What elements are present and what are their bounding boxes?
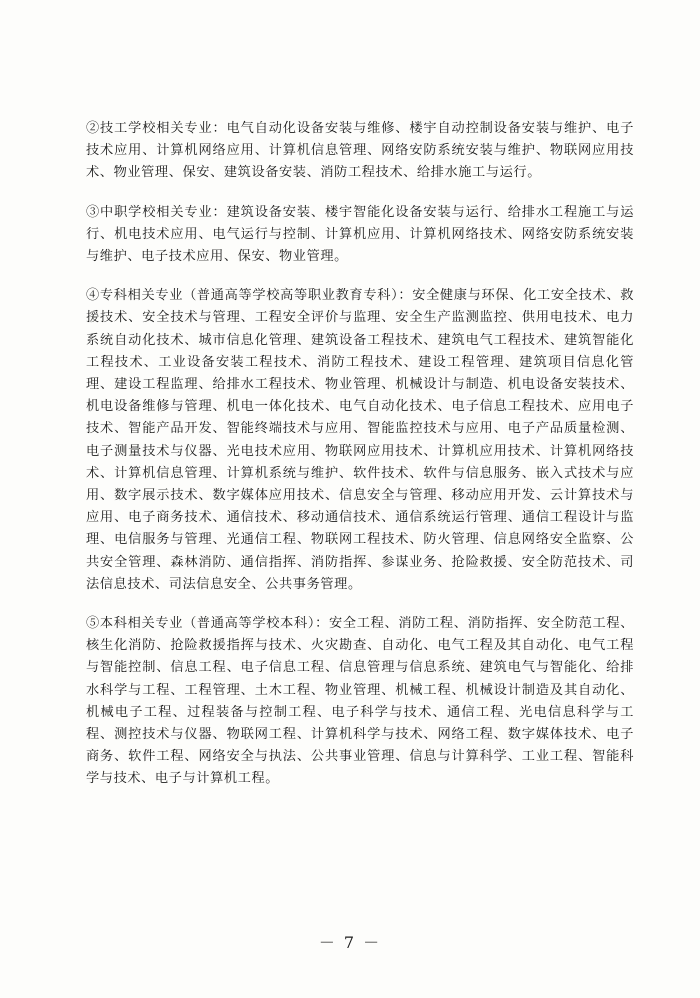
paragraph-junior-college-majors: ④专科相关专业（普通高等学校高等职业教育专科）：安全健康与环保、化工安全技术、救援技术、安全技术与管理、工程安全评价与监理、安全生产监测监控、供用电技术、电力系统自动化技术、城市信息化管理、建筑设备工程技术、建筑电气工程技术、建筑智能化工程技术、工业设备安装工程技术、消防工程技术、建设工程管理、建筑项目信息化管理、建设工程监理、给排水工程技术、物业管理、机械设计与制造、机电设备安装技术、机电设备维修与管理、机电一体化技术、电气自动化技术、电子信息工程技术、应用电子技术、智能产品开发、智能终端技术与应用、智能监控技术与应用、电子产品质量检测、 电子测量技术与仪器、光电技术应用、物联网应用技术、计算机应用技术、计算机网络技术、计算机信息管理、计算机系统与维护、软件技术、软件与信息服务、嵌入式技术与应用、数字展示技术、数字媒体应用技术、信息安全与管理、移动应用开发、云计算技术与应用、电子商务技术、通信技术、移动通信技术、通信系统运行管理、通信工程设计与监理、电信服务与管理、光通信工程、物联网工程技术、防火管理、信息网络安全监察、公共安全管理、森林消防、通信指挥、消防指挥、参谋业务、抢险救援、安全防范技术、司法信息技术、司法信息安全、公共事务管理。 [86, 288, 634, 592]
paragraph-secondary-vocational-majors: ③中职学校相关专业：建筑设备安装、楼宇智能化设备安装与运行、给排水工程施工与运行、机电技术应用、电气运行与控制、计算机应用、计算机网络技术、网络安防系统安装与维护、电子技术应用、保安、物业管理。 [86, 204, 634, 265]
page-body [86, 118, 634, 808]
paragraph-undergraduate-majors: ⑤本科相关专业（普通高等学校本科）：安全工程、消防工程、消防指挥、安全防范工程、核生化消防、抢险救援指挥与技术、火灾勘查、自动化、电气工程及其自动化、电气工程与智能控制、信息工程、电子信息工程、信息管理与信息系统、建筑电气与智能化、给排水科学与工程、工程管理、土木工程、物业管理、机械工程、机械设计制造及其自动化、机械电子工程、过程装备与控制工程、电子科学与技术、通信工程、光电信息科学与工程、测控技术与仪器、物联网工程、计算机科学与技术、网络工程、数字媒体技术、电子商务、软件工程、网络安全与执法、公共事业管理、信息与计算科学、工业工程、智能科学与技术、电子与计算机工程。 [86, 616, 634, 787]
page-number: － 7 － [318, 933, 382, 952]
paragraph-technical-school-majors: ②技工学校相关专业：电气自动化设备安装与维修、楼宇自动控制设备安装与维护、电子技术应用、计算机网络应用、计算机信息管理、网络安防系统安装与维护、物联网应用技术、物业管理、保安、建筑设备安装、消防工程技术、给排水施工与运行。 [86, 121, 634, 181]
